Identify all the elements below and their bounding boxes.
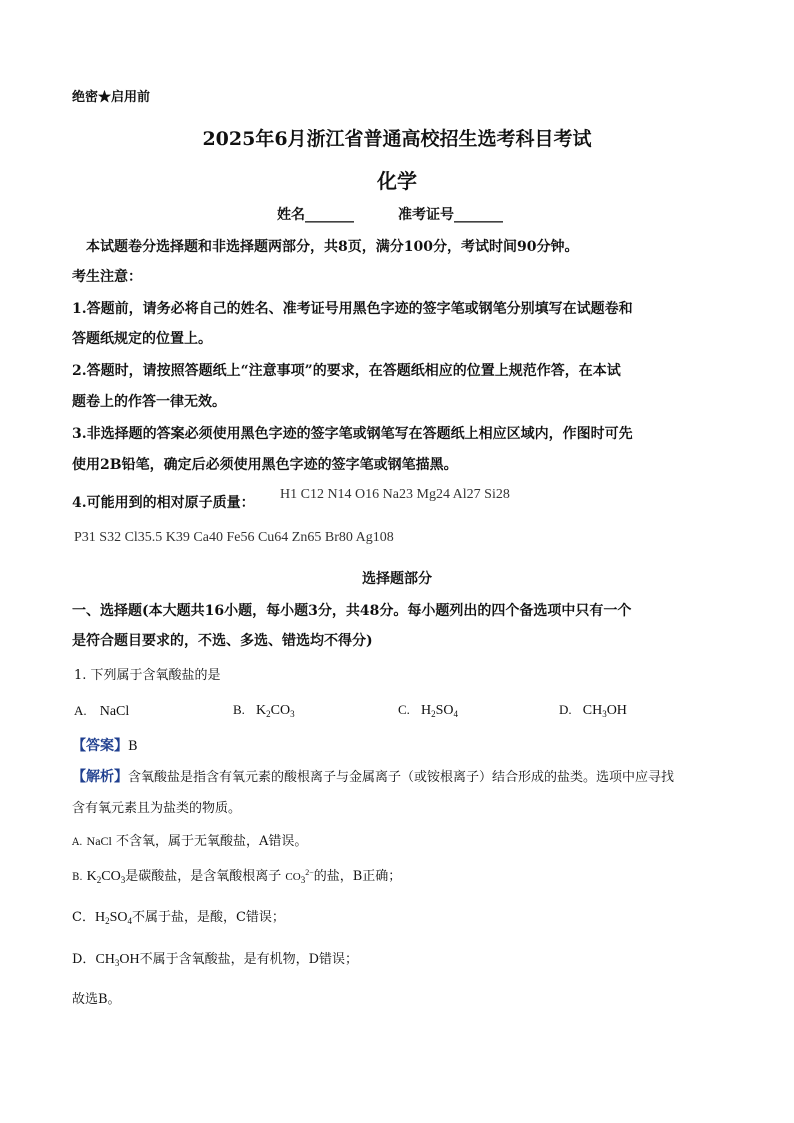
note-1-line-2: 答题纸规定的位置上。 <box>72 331 212 347</box>
exam-id-field-label: 准考证号_______ <box>398 207 503 223</box>
subject-title: 化学 <box>377 169 417 193</box>
note-2-line-1: 2.答题时，请按照答题纸上“注意事项”的要求，在答题纸相应的位置上规范作答，在本试 <box>72 363 621 379</box>
analysis-line-2: 含有氧元素且为盐类的物质。 <box>72 801 242 816</box>
intro-text: 本试题卷分选择题和非选择题两部分，共8页，满分100分，考试时间90分钟。 <box>86 239 579 255</box>
explain-a: A. NaCl 不含氧，属于无氧酸盐，A错误。 <box>72 834 308 849</box>
explain-d: D．$CH_3OH$不属于含氧酸盐，是有机物，D错误； <box>72 952 359 968</box>
option-d-formula: $CH_3OH$ <box>582 703 627 719</box>
option-b-letter: B. <box>233 702 245 717</box>
note-3-line-2: 使用2B铅笔，确定后必须使用黑色字迹的签字笔或钢笔描黑。 <box>72 457 458 473</box>
option-c-letter: C. <box>398 702 410 717</box>
note-4-label: 4.可能用到的相对原子质量： <box>72 495 255 511</box>
option-a <box>74 700 129 720</box>
answer-line <box>72 735 138 755</box>
option-c-formula: $H_2SO_4$ <box>421 703 459 719</box>
notes-heading: 考生注意： <box>72 269 142 285</box>
option-d <box>559 699 627 719</box>
atomic-masses-line-2: P31 S32 Cl35.5 K39 Ca40 Fe56 Cu64 Zn65 Br80 Ag108 <box>74 530 394 545</box>
atomic-masses-line-1: H1 C12 N14 O16 Na23 Mg24 Al27 Si28 <box>280 487 510 502</box>
option-c <box>398 699 458 719</box>
answer-value: B <box>128 739 138 754</box>
exam-title: 2025年6月浙江省普通高校招生选考科目考试 <box>202 128 592 150</box>
note-1-line-1: 1.答题前，请务必将自己的姓名、准考证号用黑色字迹的签字笔或钢笔分别填写在试题卷和 <box>72 301 633 317</box>
explain-b: B. $K_2CO_3$是碳酸盐，是含氧酸根离子 $CO_3^{2-}$的盐，B正确； <box>72 868 402 885</box>
question-1-stem: 1. 下列属于含氧酸盐的是 <box>74 668 221 683</box>
option-a-formula: NaCl <box>99 704 130 719</box>
analysis-text-1: 含氧酸盐是指含有氧元素的酸根离子与金属离子（或铵根离子）结合形成的盐类。选项中应寻找 <box>128 770 675 785</box>
explain-c: C．$H_2SO_4$不属于盐，是酸，C错误； <box>72 910 285 926</box>
note-3-line-1: 3.非选择题的答案必须使用黑色字迹的签字笔或钢笔写在答题纸上相应区域内，作图时可先 <box>72 426 633 442</box>
secret-mark: 绝密★启用前 <box>72 90 151 105</box>
note-2-line-2: 题卷上的作答一律无效。 <box>72 394 226 410</box>
option-d-letter: D. <box>559 702 572 717</box>
answer-tag: 【答案】 <box>72 738 128 754</box>
option-b-formula: $K_2CO_3$ <box>256 703 295 719</box>
conclusion: 故选B。 <box>72 992 121 1007</box>
section-heading-line-1: 一、选择题(本大题共16小题，每小题3分，共48分。每小题列出的四个备选项中只有一个 <box>72 603 632 619</box>
analysis-line-1 <box>72 766 674 786</box>
section-heading-line-2: 是符合题目要求的，不选、多选、错选均不得分) <box>72 633 373 649</box>
option-a-letter: A. <box>74 703 87 718</box>
option-b <box>233 699 295 719</box>
analysis-tag: 【解析】 <box>72 769 128 785</box>
section-title: 选择题部分 <box>362 571 432 587</box>
name-field-label: 姓名_______ <box>277 207 354 223</box>
